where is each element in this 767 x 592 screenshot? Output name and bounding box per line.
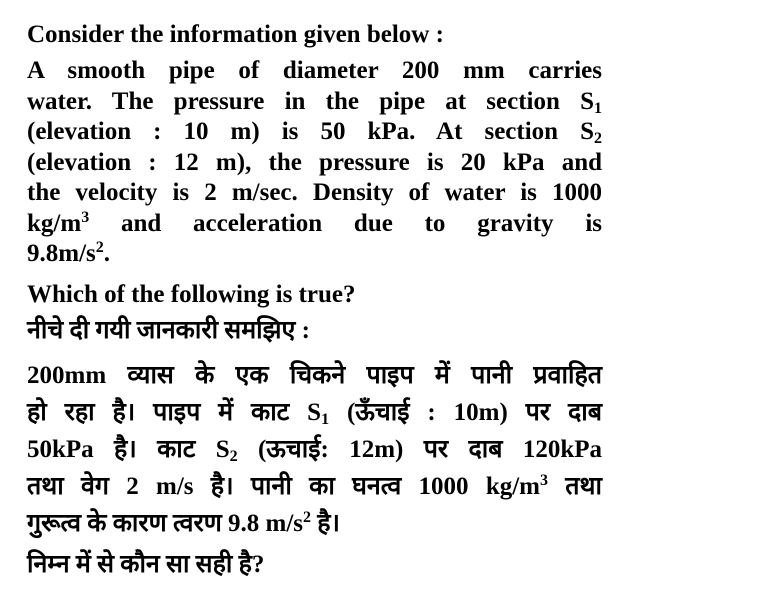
hindi-paragraph bbox=[27, 357, 602, 542]
english-paragraph bbox=[27, 56, 602, 270]
question-heading: Consider the information given below : bbox=[27, 21, 444, 48]
hindi-heading: नीचे दी गयी जानकारी समझिए : bbox=[27, 316, 310, 344]
hindi-line-5: गुरूत्व के कारण त्वरण 9.8 $m/s^2$ है। bbox=[27, 508, 341, 537]
english-line-2: water. The pressure in the pipe at section $S_1$ bbox=[27, 87, 602, 117]
english-line-6: $kg/m^3$ and acceleration due to gravity is bbox=[27, 208, 603, 237]
hindi-line-4: तथा वेग 2 m/s है। पानी का घनत्व 1000 $kg/m^3$ तथा bbox=[27, 471, 602, 500]
question-hindi: निम्न में से कौन सा सही है? bbox=[27, 550, 265, 578]
hindi-line-1: 200mm व्यास के एक चिकने पाइप में पानी प्रवाहित bbox=[27, 361, 602, 389]
question-english: Which of the following is true? bbox=[27, 280, 356, 308]
english-line-1: A smooth pipe of diameter 200 mm carries bbox=[27, 57, 602, 84]
hindi-line-3: 50kPa है। काट $S_2$ (ऊचाई: 12m) पर दाब 120kPa bbox=[27, 435, 602, 465]
english-line-3: (elevation : 10 m) is 50 kPa. At section $S_2$ bbox=[27, 118, 602, 147]
hindi-line-2: हो रहा है। पाइप में काट $S_1$ (ऊँचाई : 10m) पर दाब bbox=[27, 398, 602, 428]
english-line-5: the velocity is 2 m/sec. Density of water is 1000 bbox=[27, 179, 602, 206]
question-document bbox=[27, 18, 602, 583]
english-line-4: (elevation : 12 m), the pressure is 20 kPa and bbox=[27, 148, 602, 176]
english-line-7: $9.8m/s^2$. bbox=[27, 239, 110, 267]
